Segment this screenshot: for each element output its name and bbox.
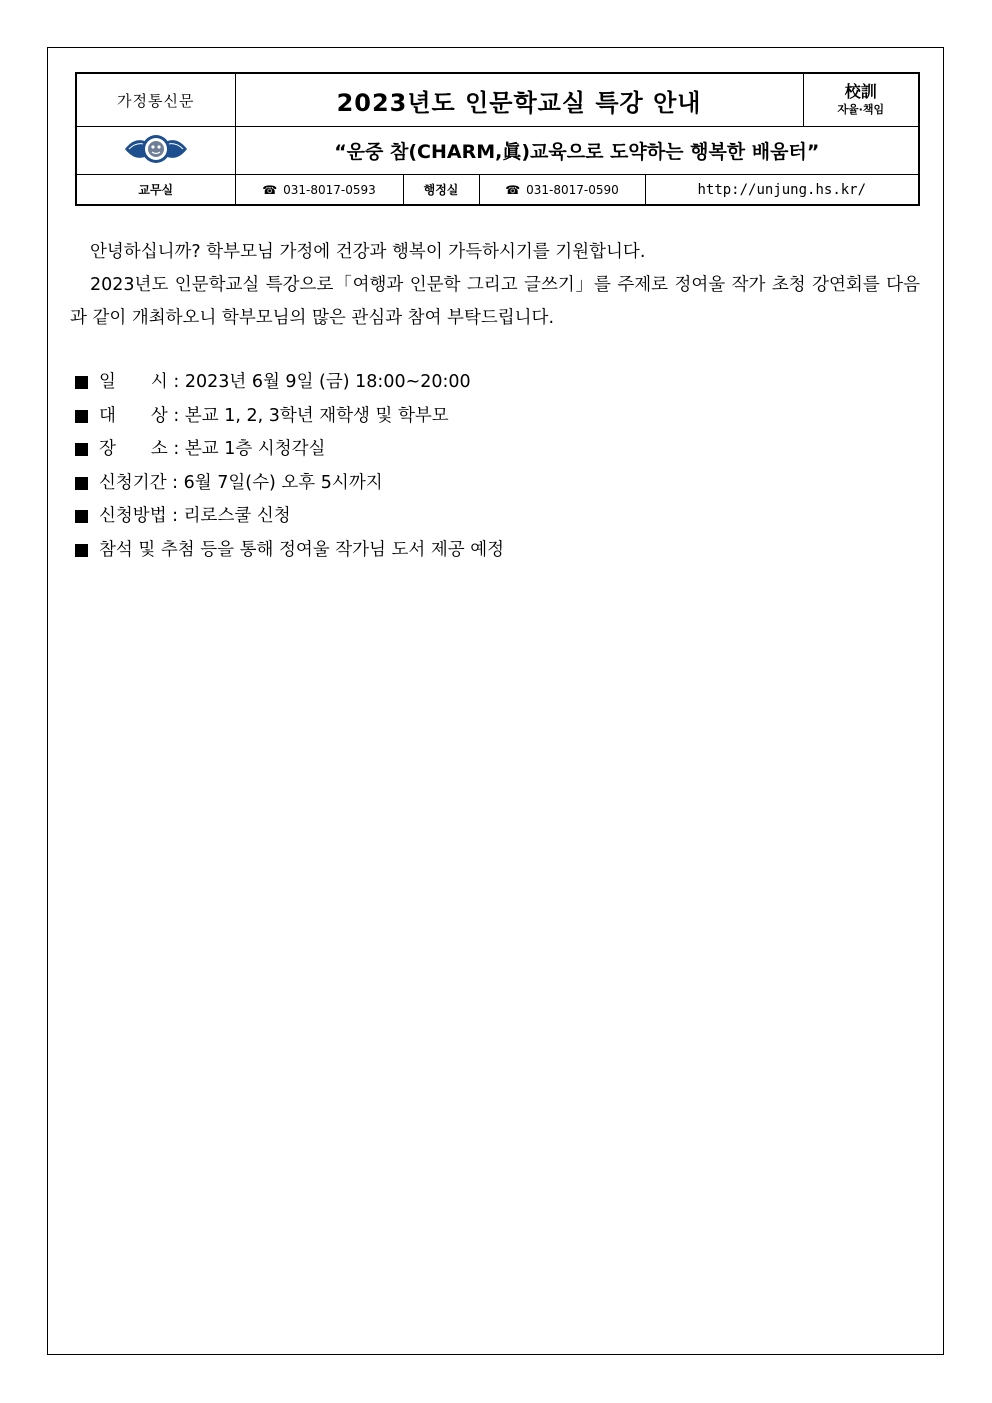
phone-number-admin: 031-8017-0590 — [526, 182, 619, 197]
school-slogan: “운중 참(CHARM,眞)교육으로 도약하는 행복한 배움터” — [235, 127, 919, 175]
square-bullet-icon — [75, 544, 88, 557]
greeting-paragraph: 안녕하십니까? 학부모님 가정에 건강과 행복이 가득하시기를 기원합니다. — [90, 242, 646, 262]
list-item — [75, 433, 925, 467]
detail-date: 일 시 : 2023년 6월 9일 (금) 18:00~20:00 — [99, 372, 471, 392]
detail-location: 장 소 : 본교 1층 시청각실 — [99, 439, 326, 459]
phone-icon: ☎ — [262, 182, 278, 197]
school-website-link[interactable]: http://unjung.hs.kr/ — [645, 175, 919, 206]
admin-office-phone — [479, 175, 645, 206]
letter-body — [70, 236, 920, 335]
school-logo — [76, 127, 235, 175]
office-label-academic: 교무실 — [76, 175, 235, 206]
list-item — [75, 400, 925, 434]
list-item — [75, 500, 925, 534]
detail-audience: 대 상 : 본교 1, 2, 3학년 재학생 및 학부모 — [99, 405, 449, 426]
motto-title: 校訓 — [844, 82, 877, 101]
list-item — [75, 534, 925, 568]
square-bullet-icon — [75, 510, 88, 523]
page-title: 2023년도 인문학교실 특강 안내 — [235, 73, 803, 127]
doc-type-label: 가정통신문 — [76, 73, 235, 127]
detail-note: 참석 및 추첨 등을 통해 정여울 작가님 도서 제공 예정 — [99, 539, 505, 560]
letter-header-table — [75, 72, 920, 206]
phone-icon: ☎ — [505, 182, 521, 197]
square-bullet-icon — [75, 410, 88, 423]
square-bullet-icon — [75, 376, 88, 389]
motto-values: 자율·책임 — [837, 103, 885, 116]
academic-office-phone — [235, 175, 403, 206]
school-motto — [803, 73, 919, 127]
phone-number-academic: 031-8017-0593 — [283, 182, 376, 197]
detail-deadline: 신청기간 : 6월 7일(수) 오후 5시까지 — [99, 472, 383, 493]
list-item — [75, 366, 925, 400]
detail-method: 신청방법 : 리로스쿨 신청 — [99, 506, 291, 526]
announcement-paragraph: 2023년도 인문학교실 특강으로「여행과 인문학 그리고 글쓰기」를 주제로 정여울 작가 초청 강연회를 다음과 같이 개최하오니 학부모님의 많은 관심과 참여 부탁드립니다. — [70, 275, 920, 328]
square-bullet-icon — [75, 443, 88, 456]
event-details-list — [75, 366, 925, 567]
square-bullet-icon — [75, 477, 88, 490]
school-emblem-icon — [123, 132, 189, 166]
office-label-admin: 행정실 — [403, 175, 479, 206]
list-item — [75, 467, 925, 501]
